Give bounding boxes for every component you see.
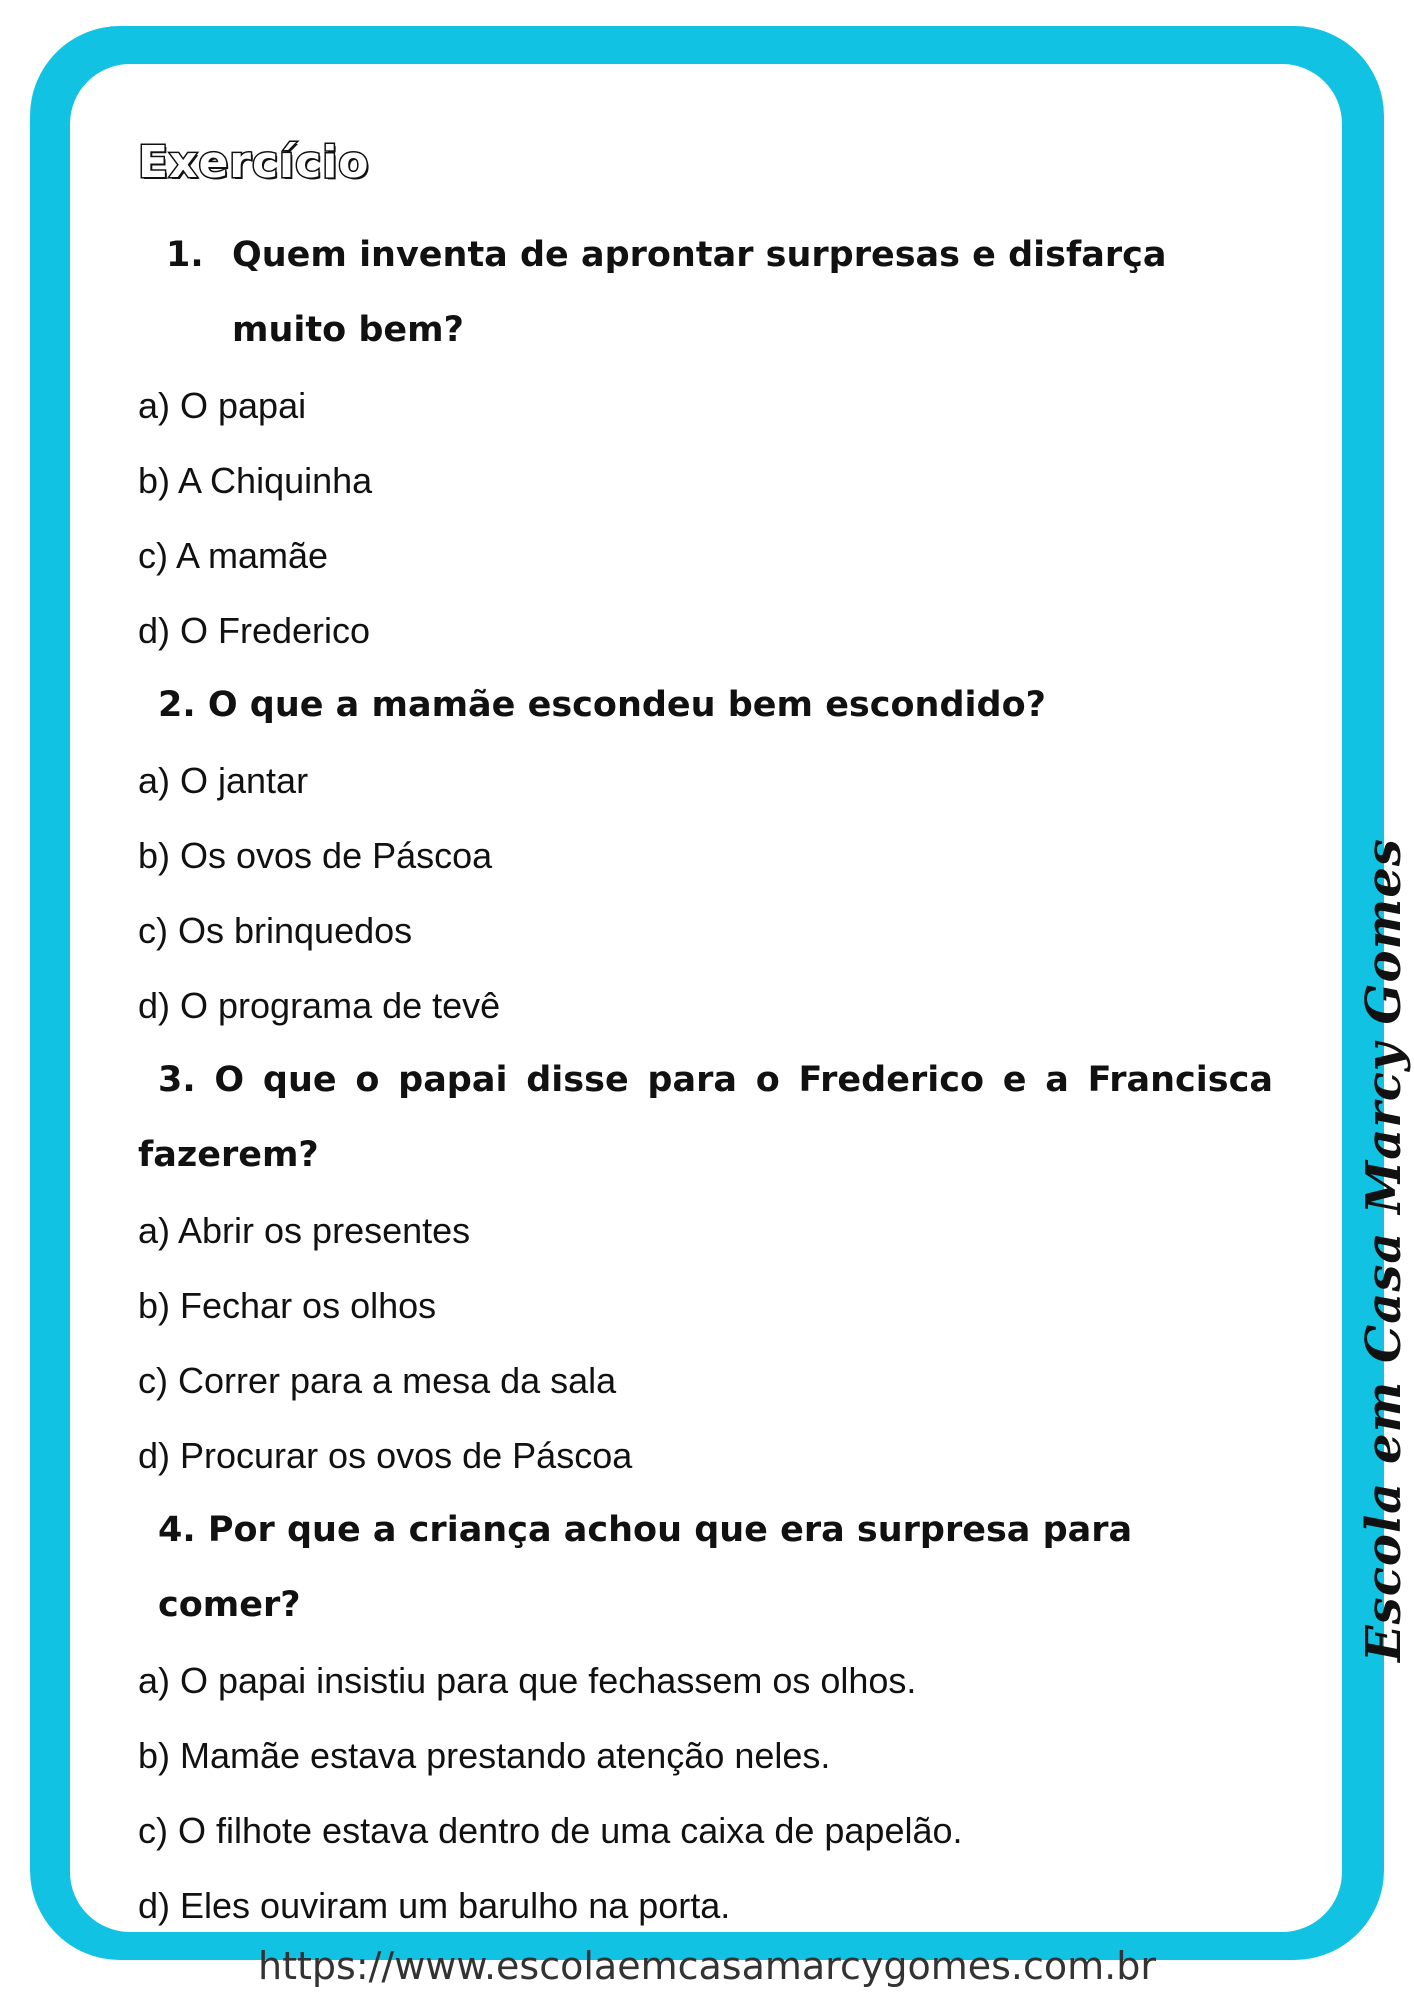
option-b: b) Mamãe estava prestando atenção neles.	[138, 1735, 831, 1776]
option-c: c) A mamãe	[138, 535, 329, 576]
exercise-content	[138, 218, 1273, 1943]
question-line-2: fazerem?	[138, 1135, 319, 1175]
question-line-1	[158, 1043, 1273, 1118]
option-a: a) O papai insistiu para que fechassem os olhos.	[138, 1660, 917, 1701]
footer-url: https://www.escolaemcasamarcygomes.com.br	[258, 1944, 1156, 1988]
question-3	[138, 1043, 1273, 1193]
option-c: c) Correr para a mesa da sala	[138, 1360, 617, 1401]
option-b: b) Os ovos de Páscoa	[138, 835, 493, 876]
question-number: 1.	[166, 235, 204, 275]
option-d: d) O programa de tevê	[138, 985, 501, 1026]
question-text: O que o papai disse para o Frederico e a Francisca	[214, 1060, 1273, 1100]
question-1	[138, 218, 1273, 368]
option-d: d) Eles ouviram um barulho na porta.	[138, 1885, 731, 1926]
worksheet-heading: Exercício	[138, 137, 370, 188]
option-b: b) A Chiquinha	[138, 460, 373, 501]
option-a: a) O papai	[138, 385, 307, 426]
question-4	[138, 1493, 1273, 1643]
option-d: d) Procurar os ovos de Páscoa	[138, 1435, 633, 1476]
question-2	[138, 668, 1273, 743]
question-text: O que a mamãe escondeu bem escondido?	[207, 685, 1046, 725]
option-a: a) Abrir os presentes	[138, 1210, 471, 1251]
question-number: 4.	[158, 1510, 196, 1550]
question-text: Por que a criança achou que era surpresa para comer?	[158, 1510, 1133, 1625]
option-c: c) O filhote estava dentro de uma caixa de papelão.	[138, 1810, 963, 1851]
question-number: 2.	[158, 685, 196, 725]
question-text: Quem inventa de aprontar surpresas e disfarça muito bem?	[232, 235, 1167, 350]
option-a: a) O jantar	[138, 760, 309, 801]
option-b: b) Fechar os olhos	[138, 1285, 437, 1326]
question-number: 3.	[158, 1060, 196, 1100]
option-d: d) O Frederico	[138, 610, 371, 651]
option-c: c) Os brinquedos	[138, 910, 413, 951]
school-watermark-text: Escola em Casa Marcy Gomes	[1356, 838, 1412, 1662]
